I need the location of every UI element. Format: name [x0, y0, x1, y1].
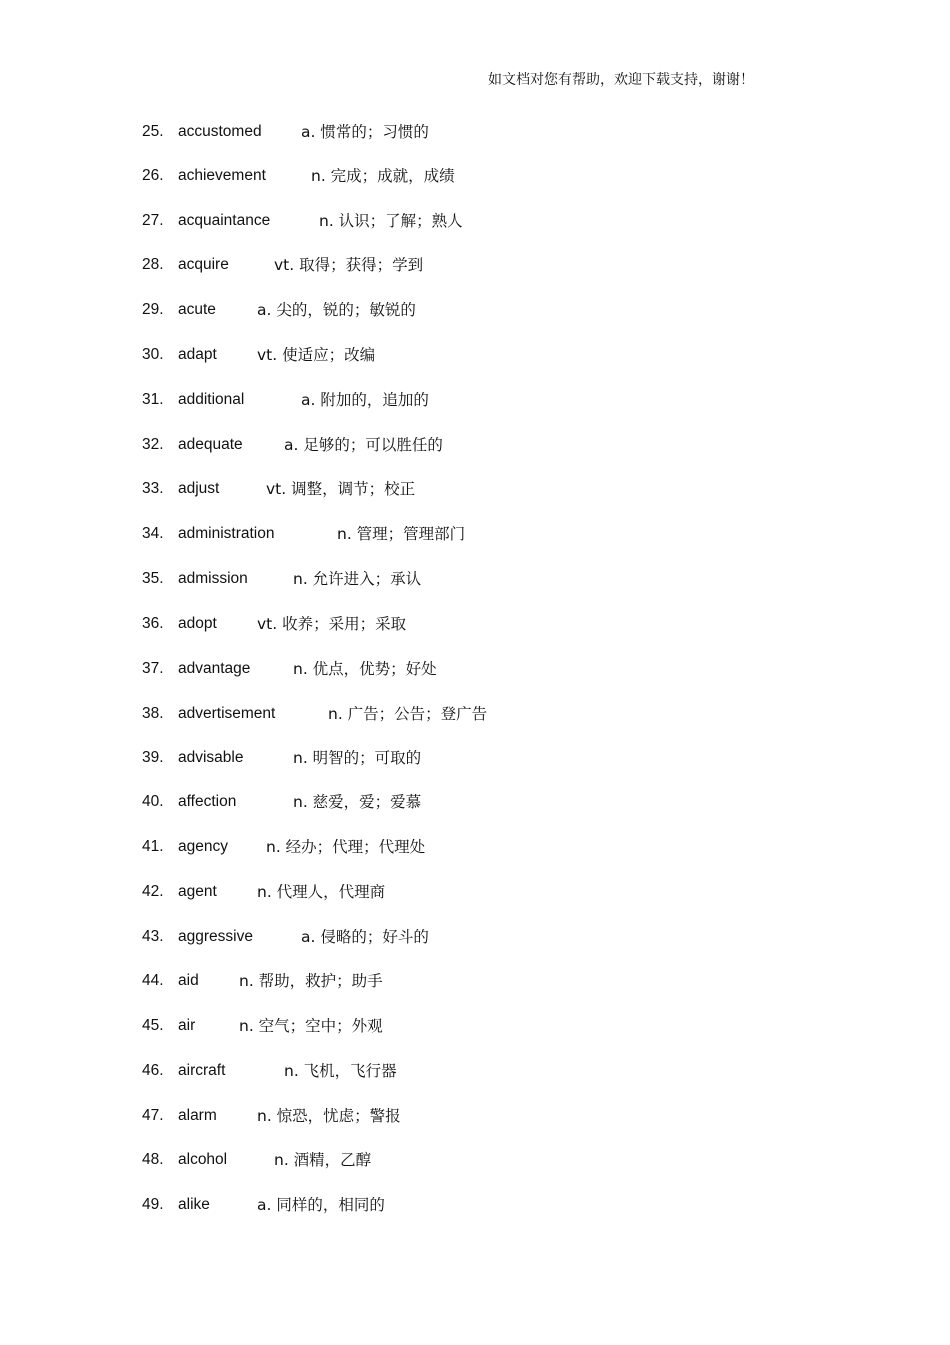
vocab-entry: [0, 1193, 950, 1217]
entry-number: 32.: [142, 436, 164, 453]
entry-definition: a. 侵略的；好斗的: [301, 928, 429, 946]
entry-definition: vt. 收养；采用；采取: [257, 615, 407, 633]
entry-word: acquaintance: [178, 212, 271, 229]
vocab-entry: [0, 835, 950, 859]
vocab-entry: [0, 657, 950, 681]
entry-number: 44.: [142, 972, 164, 989]
entry-definition: n. 空气；空中；外观: [239, 1017, 383, 1035]
entry-number: 30.: [142, 346, 164, 363]
entry-definition: n. 允许进入；承认: [293, 570, 422, 588]
entry-word: alcohol: [178, 1151, 228, 1168]
entry-definition: n. 经办；代理；代理处: [266, 838, 426, 856]
entry-definition: a. 足够的；可以胜任的: [284, 436, 443, 454]
vocab-entry: [0, 433, 950, 457]
entry-number: 41.: [142, 838, 164, 855]
entry-number: 27.: [142, 212, 164, 229]
entry-word: agency: [178, 838, 228, 855]
entry-number: 47.: [142, 1107, 164, 1124]
entry-number: 29.: [142, 301, 164, 318]
vocab-entry: [0, 388, 950, 412]
entry-number: 39.: [142, 749, 164, 766]
entry-number: 37.: [142, 660, 164, 677]
entry-definition: n. 酒精，乙醇: [274, 1151, 372, 1169]
vocab-entry: [0, 702, 950, 726]
entry-number: 33.: [142, 480, 164, 497]
vocab-entry: [0, 790, 950, 814]
header-note: 如文档对您有帮助，欢迎下载支持，谢谢！: [488, 72, 754, 88]
entry-number: 31.: [142, 391, 164, 408]
entry-number: 49.: [142, 1196, 164, 1213]
entry-word: advisable: [178, 749, 244, 766]
entry-word: achievement: [178, 167, 266, 184]
vocab-entry: [0, 567, 950, 591]
vocab-entry: [0, 1148, 950, 1172]
entry-word: acquire: [178, 256, 229, 273]
entry-definition: n. 明智的；可取的: [293, 749, 422, 767]
entry-number: 48.: [142, 1151, 164, 1168]
entry-definition: n. 认识；了解；熟人: [319, 212, 463, 230]
entry-definition: a. 惯常的；习惯的: [301, 123, 429, 141]
entry-word: advantage: [178, 660, 251, 677]
vocab-entry: [0, 612, 950, 636]
entry-number: 26.: [142, 167, 164, 184]
vocab-entry: [0, 298, 950, 322]
vocab-entry: [0, 253, 950, 277]
vocab-entry: [0, 1014, 950, 1038]
entry-definition: n. 管理；管理部门: [337, 525, 466, 543]
entry-definition: a. 同样的，相同的: [257, 1196, 385, 1214]
entry-word: advertisement: [178, 705, 276, 722]
vocab-entry: [0, 1059, 950, 1083]
entry-definition: n. 帮助，救护；助手: [239, 972, 383, 990]
vocab-entry: [0, 209, 950, 233]
vocab-entry: [0, 1104, 950, 1128]
entry-word: adapt: [178, 346, 217, 363]
entry-number: 25.: [142, 123, 164, 140]
entry-word: air: [178, 1017, 196, 1034]
entry-word: acute: [178, 301, 216, 318]
vocab-entry: [0, 969, 950, 993]
vocab-entry: [0, 164, 950, 188]
entry-number: 35.: [142, 570, 164, 587]
entry-definition: n. 飞机，飞行器: [284, 1062, 397, 1080]
entry-word: aid: [178, 972, 199, 989]
entry-definition: vt. 取得；获得；学到: [274, 256, 424, 274]
vocab-entry: [0, 746, 950, 770]
entry-number: 28.: [142, 256, 164, 273]
entry-number: 36.: [142, 615, 164, 632]
entry-word: adjust: [178, 480, 220, 497]
entry-definition: n. 惊恐，忧虑；警报: [257, 1107, 401, 1125]
vocab-entry: [0, 925, 950, 949]
entry-number: 38.: [142, 705, 164, 722]
entry-word: administration: [178, 525, 275, 542]
vocab-entry: [0, 343, 950, 367]
entry-word: admission: [178, 570, 248, 587]
entry-word: alike: [178, 1196, 210, 1213]
entry-number: 43.: [142, 928, 164, 945]
entry-definition: n. 广告；公告；登广告: [328, 705, 488, 723]
entry-number: 46.: [142, 1062, 164, 1079]
entry-word: adequate: [178, 436, 243, 453]
entry-word: accustomed: [178, 123, 262, 140]
entry-definition: vt. 调整，调节；校正: [266, 480, 416, 498]
entry-definition: vt. 使适应；改编: [257, 346, 376, 364]
vocab-entry: [0, 477, 950, 501]
entry-definition: a. 附加的，追加的: [301, 391, 429, 409]
entry-definition: n. 代理人，代理商: [257, 883, 386, 901]
vocab-entry: [0, 880, 950, 904]
entry-definition: n. 完成；成就，成绩: [311, 167, 455, 185]
vocab-entry: [0, 522, 950, 546]
entry-word: aircraft: [178, 1062, 226, 1079]
entry-definition: n. 优点，优势；好处: [293, 660, 437, 678]
entry-word: adopt: [178, 615, 217, 632]
entry-number: 40.: [142, 793, 164, 810]
entry-word: alarm: [178, 1107, 217, 1124]
entry-definition: a. 尖的，锐的；敏锐的: [257, 301, 416, 319]
entry-number: 34.: [142, 525, 164, 542]
entry-definition: n. 慈爱，爱；爱慕: [293, 793, 422, 811]
entry-word: additional: [178, 391, 245, 408]
entry-word: agent: [178, 883, 217, 900]
entry-number: 42.: [142, 883, 164, 900]
entry-number: 45.: [142, 1017, 164, 1034]
vocab-entry: [0, 120, 950, 144]
entry-word: affection: [178, 793, 237, 810]
entry-word: aggressive: [178, 928, 253, 945]
